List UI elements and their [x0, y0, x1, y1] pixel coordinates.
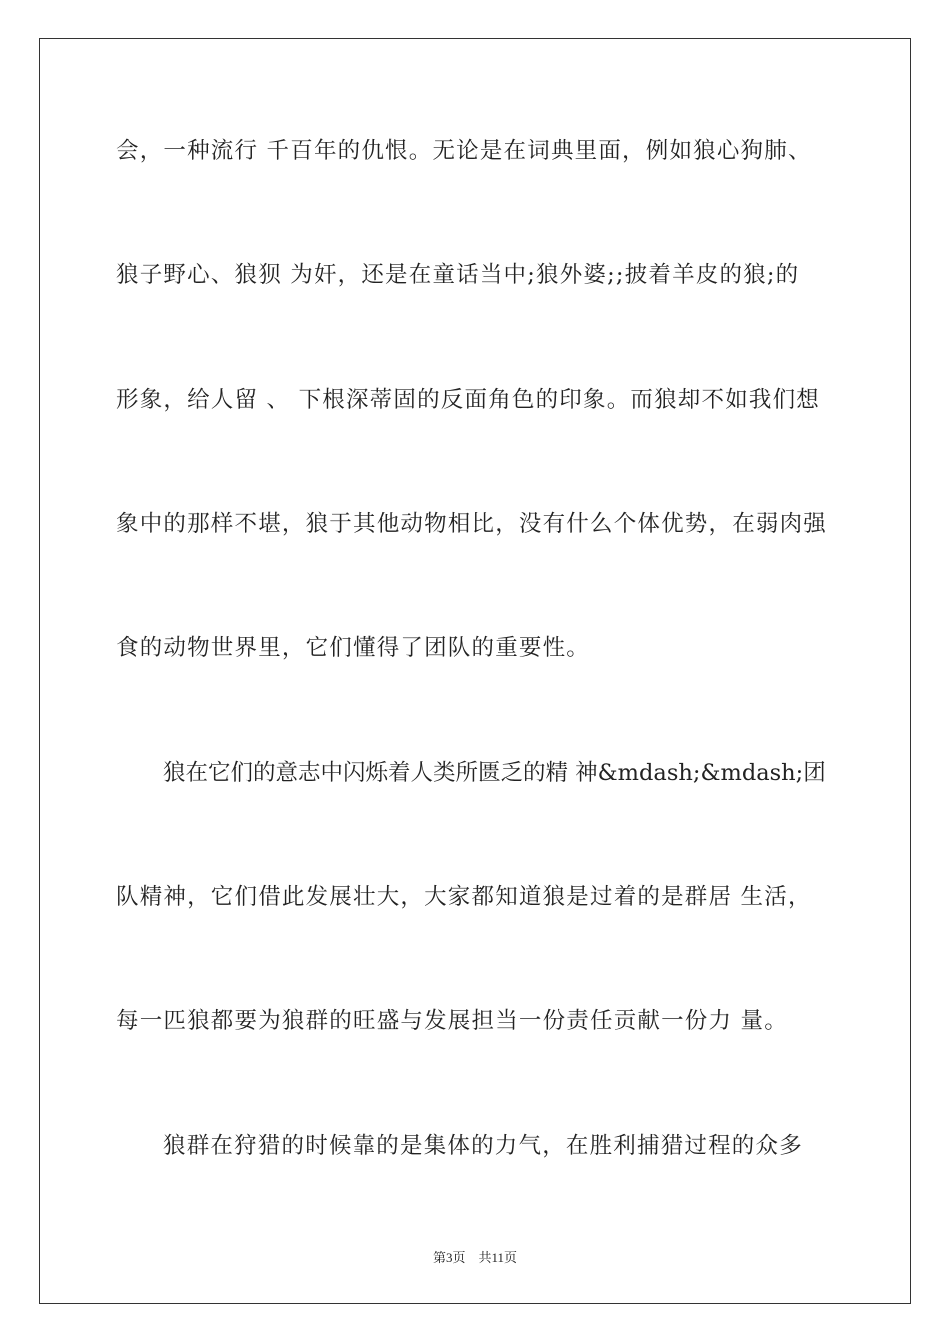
paragraph-line-1: 会，一种流行 千百年的仇恨。无论是在词典里面，例如狼心狗肺、 [116, 138, 812, 164]
page-total: 共11页 [478, 1250, 518, 1265]
page-number: 第3页 [432, 1250, 466, 1265]
paragraph-line-6: 狼在它们的意志中闪烁着人类所匮乏的精 神&mdash;&mdash;团 [163, 760, 826, 786]
paragraph-line-2: 狼子野心、狼狈 为奸，还是在童话当中;狼外婆;;披着羊皮的狼;的 [116, 262, 800, 288]
page-footer [0, 1247, 950, 1266]
paragraph-line-3: 形象，给人留 、 下根深蒂固的反面角色的印象。而狼却不如我们想 [116, 387, 821, 413]
paragraph-line-9: 狼群在狩猎的时候靠的是集体的力气，在胜利捕猎过程的众多 [163, 1133, 803, 1159]
paragraph-line-8: 每一匹狼都要为狼群的旺盛与发展担当一份责任贡献一份力 量。 [116, 1008, 788, 1034]
page-border [39, 38, 911, 1304]
paragraph-line-7: 队精神，它们借此发展壮大，大家都知道狼是过着的是群居 生活， [116, 884, 812, 910]
paragraph-line-5: 食的动物世界里，它们懂得了团队的重要性。 [116, 635, 591, 661]
paragraph-line-4: 象中的那样不堪，狼于其他动物相比，没有什么个体优势，在弱肉强 [116, 511, 828, 537]
